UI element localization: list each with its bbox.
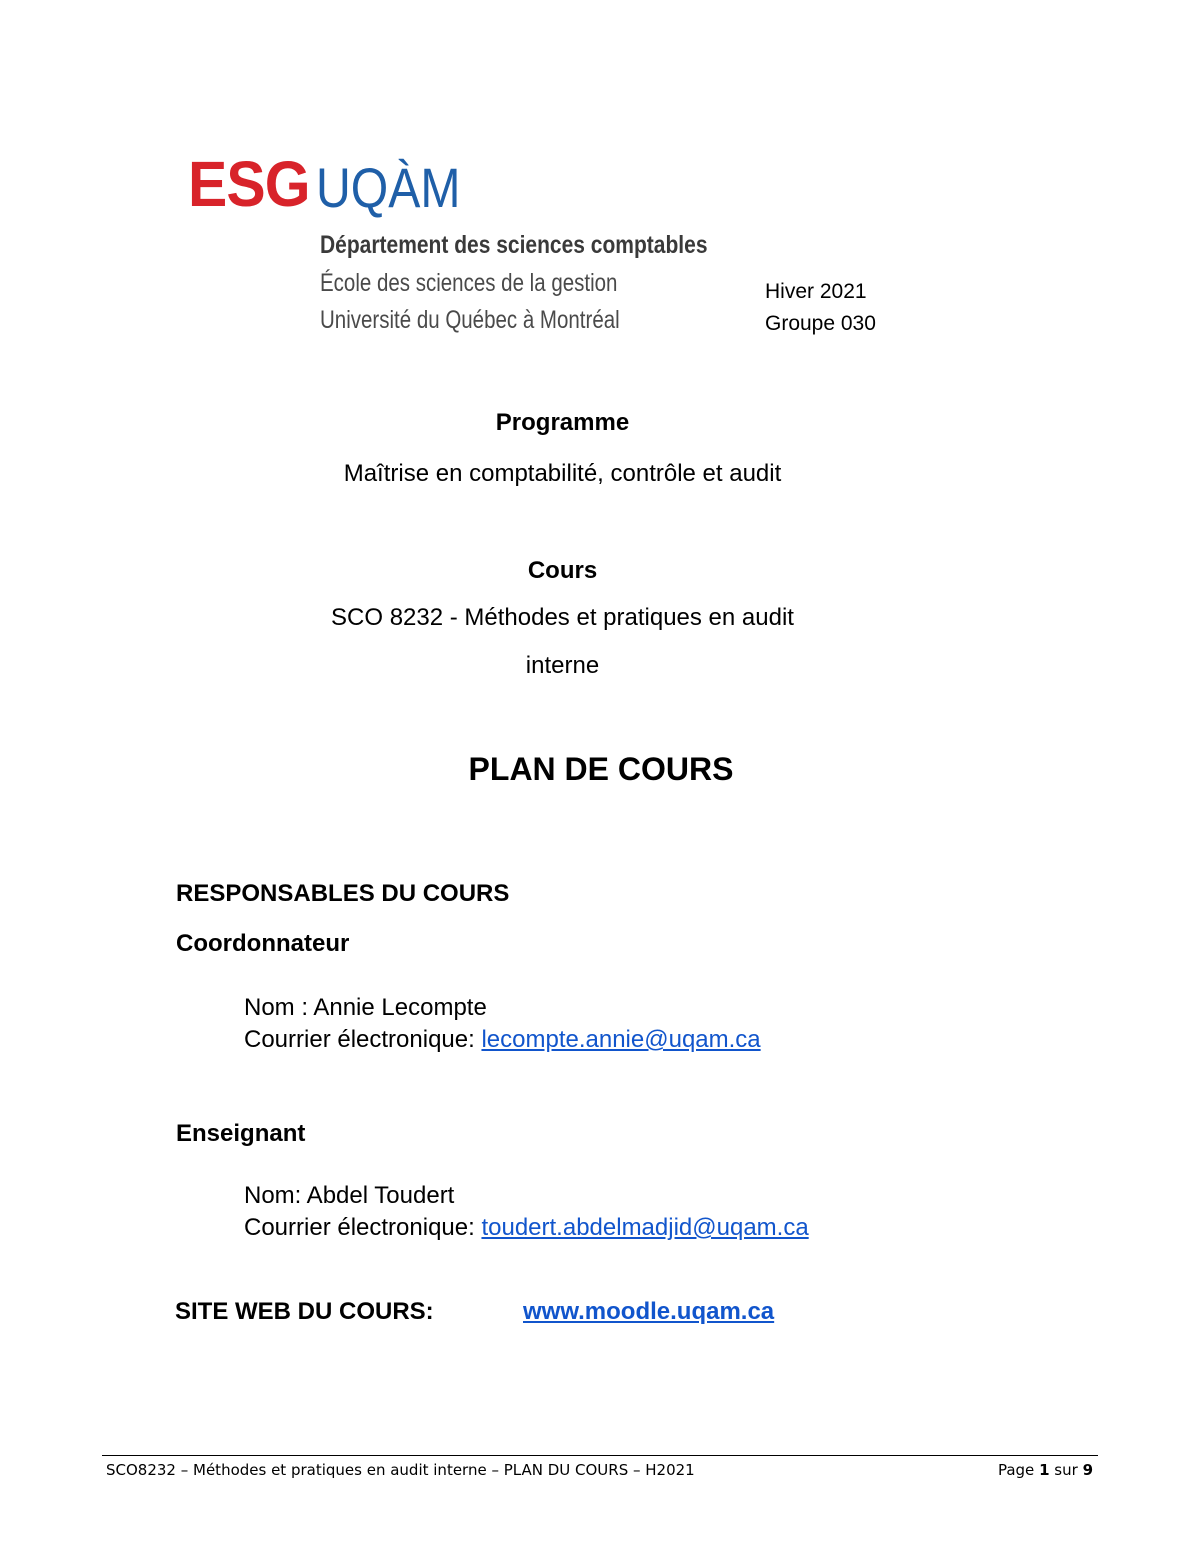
- teacher-email-line: [244, 1216, 809, 1240]
- footer-page-current: 1: [1039, 1461, 1050, 1479]
- coordinator-email-label: Courrier électronique:: [244, 1026, 482, 1053]
- university-name: Université du Québec à Montréal: [320, 306, 620, 334]
- logo-esg: ESG: [188, 148, 310, 220]
- coordinator-email-line: [244, 1028, 761, 1052]
- course-heading: Cours: [527, 557, 598, 584]
- teacher-email-label: Courrier électronique:: [244, 1214, 482, 1241]
- footer-page-total: 9: [1082, 1461, 1093, 1479]
- term-group: Groupe 030: [765, 312, 876, 335]
- footer-page-number: [998, 1463, 1093, 1478]
- program-heading: Programme: [495, 409, 630, 436]
- footer-divider: [102, 1455, 1098, 1456]
- coordinator-email-link[interactable]: lecompte.annie@uqam.ca: [481, 1026, 761, 1053]
- teacher-name: Nom: Abdel Toudert: [244, 1182, 455, 1209]
- teacher-heading: Enseignant: [176, 1120, 306, 1147]
- footer-course-line: SCO8232 – Méthodes et pratiques en audit interne – PLAN DU COURS – H2021: [106, 1461, 695, 1479]
- school-name: École des sciences de la gestion: [320, 269, 618, 297]
- footer-page-sep: sur: [1054, 1461, 1078, 1479]
- responsables-heading: RESPONSABLES DU COURS: [176, 880, 510, 907]
- department-name: Département des sciences comptables: [320, 231, 708, 259]
- website-label: SITE WEB DU COURS:: [175, 1298, 434, 1325]
- term-session: Hiver 2021: [765, 280, 867, 303]
- document-title: PLAN DE COURS: [468, 751, 734, 787]
- logo-uqam: UQÀM: [316, 156, 461, 219]
- coordinator-name: Nom : Annie Lecompte: [244, 994, 487, 1021]
- coordinator-heading: Coordonnateur: [176, 930, 350, 957]
- program-name: Maîtrise en comptabilité, contrôle et audit: [343, 460, 782, 487]
- course-name-line2: interne: [525, 652, 600, 679]
- teacher-email-link[interactable]: toudert.abdelmadjid@uqam.ca: [481, 1214, 809, 1241]
- course-name-line1: SCO 8232 - Méthodes et pratiques en audit: [331, 604, 794, 631]
- footer-page-word: Page: [997, 1461, 1035, 1479]
- website-link[interactable]: www.moodle.uqam.ca: [523, 1298, 775, 1325]
